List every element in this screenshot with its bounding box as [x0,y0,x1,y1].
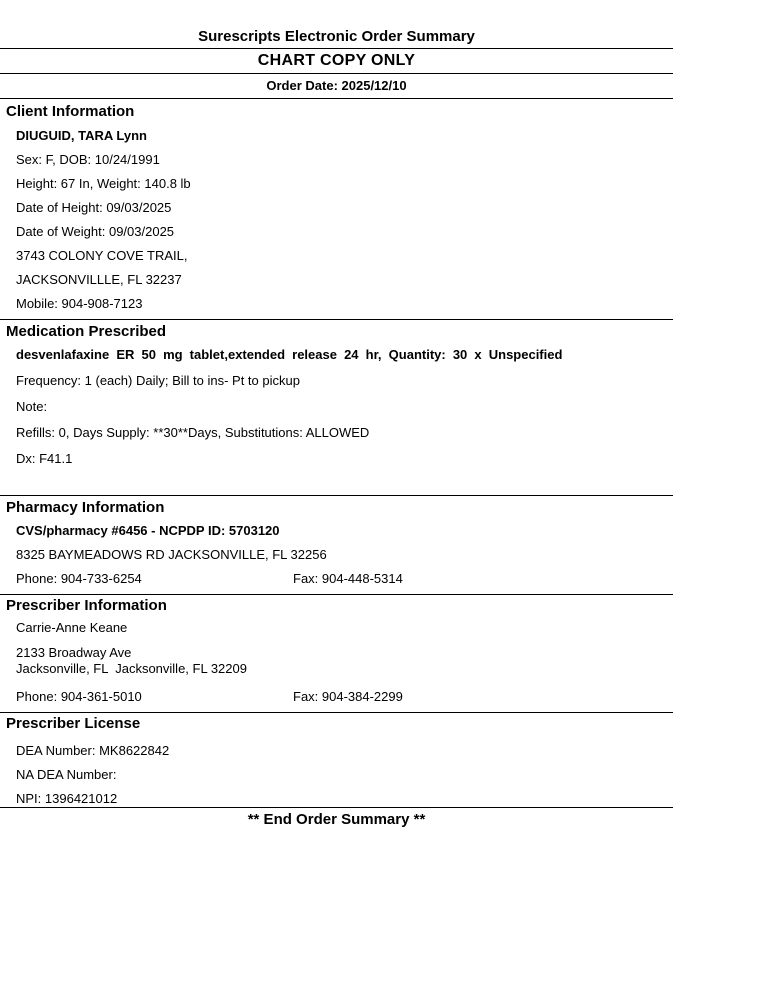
prescriber-section-heading: Prescriber Information [6,597,167,614]
license-npi: NPI: 1396421012 [16,791,118,806]
prescriber-fax: Fax: 904-384-2299 [293,689,403,704]
divider [0,319,673,320]
pharmacy-address: 8325 BAYMEADOWS RD JACKSONVILLE, FL 32256 [16,547,327,562]
end-order-summary: ** End Order Summary ** [247,811,426,828]
client-detail-line: Date of Weight: 09/03/2025 [16,224,175,239]
divider [0,495,673,496]
prescriber-section [0,619,673,712]
prescriber-address [16,645,673,683]
license-section-heading: Prescriber License [6,715,141,732]
pharmacy-phone: Phone: 904-733-6254 [16,571,142,586]
medication-frequency: Frequency: 1 (each) Daily; Bill to ins- Pt to pickup [16,373,300,388]
client-address-line: JACKSONVILLLE, FL 32237 [16,272,182,287]
document-title: Surescripts Electronic Order Summary [198,28,475,45]
pharmacy-phone-fax-row [16,570,673,594]
license-section [0,742,673,807]
medication-dx: Dx: F41.1 [16,451,73,466]
order-date: Order Date: 2025/12/10 [266,78,407,93]
pharmacy-section-heading: Pharmacy Information [6,499,165,516]
prescriber-phone-fax-row [16,688,673,712]
client-detail-line: Height: 67 In, Weight: 140.8 lb [16,176,191,191]
medication-drug-line: desvenlafaxine ER 50 mg tablet,extended release 24 hr, Quantity: 30 x Unspecified [16,347,563,362]
prescriber-address-line1: 2133 Broadway Ave [16,645,132,660]
pharmacy-name: CVS/pharmacy #6456 - NCPDP ID: 5703120 [16,523,280,538]
client-mobile: Mobile: 904-908-7123 [16,296,143,311]
client-name: DIUGUID, TARA Lynn [16,128,147,143]
client-section [0,127,673,319]
client-detail-line: Date of Height: 09/03/2025 [16,200,172,215]
spacer [0,476,673,495]
pharmacy-section [0,522,673,594]
medication-section [0,346,673,476]
prescriber-name: Carrie-Anne Keane [16,620,128,635]
client-section-heading: Client Information [6,103,135,120]
divider [0,594,673,595]
medication-refills: Refills: 0, Days Supply: **30**Days, Substitutions: ALLOWED [16,425,370,440]
client-address-line: 3743 COLONY COVE TRAIL, [16,248,188,263]
license-dea: DEA Number: MK8622842 [16,743,170,758]
divider [0,807,673,808]
pharmacy-fax: Fax: 904-448-5314 [293,571,403,586]
prescriber-address-line2: Jacksonville, FL Jacksonville, FL 32209 [16,661,247,676]
medication-note: Note: [16,399,48,414]
divider [0,98,673,99]
client-detail-line: Sex: F, DOB: 10/24/1991 [16,152,160,167]
chart-copy-banner: CHART COPY ONLY [257,52,416,69]
prescriber-phone: Phone: 904-361-5010 [16,689,142,704]
license-na-dea: NA DEA Number: [16,767,117,782]
divider [0,712,673,713]
medication-section-heading: Medication Prescribed [6,323,167,340]
